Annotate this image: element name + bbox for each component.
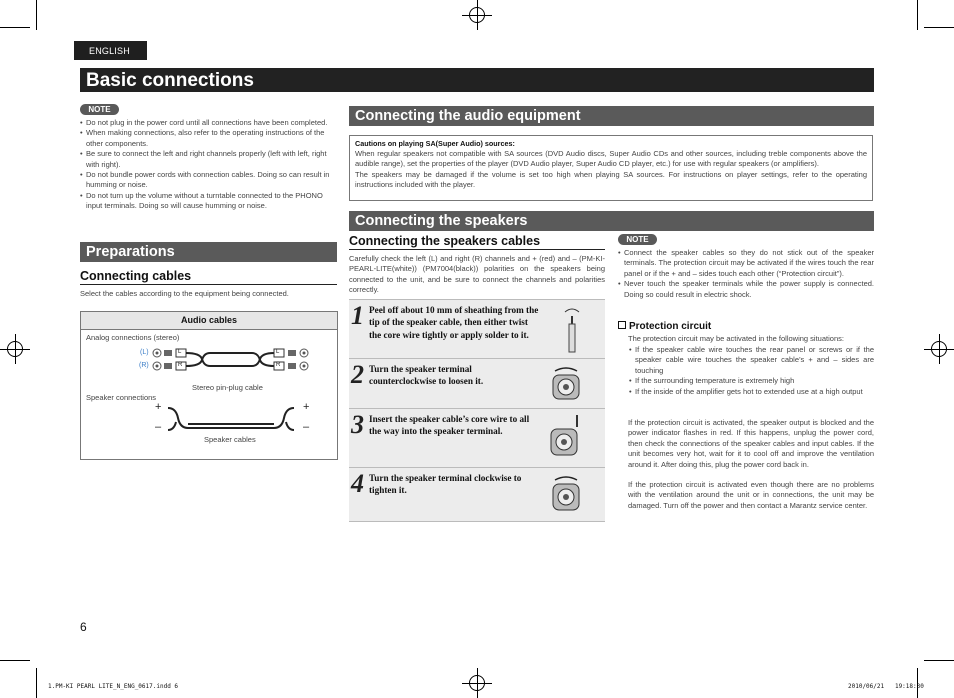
crop-mark bbox=[0, 660, 30, 661]
pinplug-label: Stereo pin-plug cable bbox=[192, 383, 263, 392]
step-text: Turn the speaker terminal counterclockwise to loosen it. bbox=[369, 364, 484, 387]
speaker-cables-heading: Connecting the speakers cables bbox=[349, 234, 605, 250]
caution-paragraph: The speakers may be damaged if the volume is set too high when playing SA sources. For instructions on player settings, refer to the operating instructions included with the player. bbox=[355, 169, 867, 190]
right-notes-list bbox=[618, 248, 874, 300]
plug-marker-left: L bbox=[276, 349, 280, 355]
protection-list bbox=[629, 345, 874, 397]
registration-mark bbox=[462, 0, 492, 30]
step-row bbox=[349, 467, 605, 522]
crop-mark bbox=[924, 27, 954, 28]
note-item: • Do not bundle power cords with connection cables. Doing so can result in humming or noise. bbox=[80, 170, 332, 191]
speaker-connections-label: Speaker connections bbox=[86, 393, 157, 402]
registration-mark bbox=[924, 334, 954, 364]
registration-mark bbox=[0, 334, 30, 364]
minus-sign: – bbox=[303, 421, 310, 433]
step-text: Peel off about 10 mm of sheathing from the tip of the speaker cable, then either twist the core wire tightly or apply solder to it. bbox=[369, 305, 539, 340]
step-number: 3 bbox=[351, 410, 364, 439]
cables-intro: Select the cables according to the equipment being connected. bbox=[80, 289, 289, 298]
channel-right-label: (R) bbox=[139, 362, 149, 369]
caution-title: Cautions on playing SA(Super Audio) sources: bbox=[355, 139, 515, 148]
protection-paragraph: If the protection circuit is activated, the speaker output is blocked and the power indicator flashes in red. If this happens, unplug the power cord, then check the connections of the speaker cables and input cables. If the unit becomes very hot, wait for it to cool off and improve the ventilation around it. After doing this, plug the power cord back in. bbox=[628, 418, 874, 469]
audio-cables-title: Audio cables bbox=[81, 312, 337, 330]
plus-sign: + bbox=[155, 401, 162, 413]
speaker-cable-illustration bbox=[166, 404, 296, 434]
step-number: 2 bbox=[351, 360, 364, 389]
note-item: • Connect the speaker cables so they do not stick out of the speaker terminals. The protection circuit may be activated if the wires touch the rear panel or if the + and – sides touch each other (“Protection circuit”). bbox=[618, 248, 874, 279]
checkbox-icon bbox=[618, 321, 626, 329]
protection-item: • If the surrounding temperature is extremely high bbox=[629, 376, 874, 386]
speaker-cables-intro: Carefully check the left (L) and right (R) channels and + (red) and – (PM-KI-PEARL-LITE(white)) (PM7004(black)) polarities on the speakers being connected to the unit, and be sure to connect the channels and polarities correctly. bbox=[349, 254, 605, 295]
speaker-terminal-tighten-icon bbox=[549, 474, 585, 516]
plug-marker-left: L bbox=[178, 349, 182, 355]
registration-mark bbox=[462, 668, 492, 698]
language-tab[interactable]: ENGLISH bbox=[74, 41, 147, 60]
speaker-cables-label: Speaker cables bbox=[204, 435, 256, 444]
protection-title: Protection circuit bbox=[629, 321, 712, 332]
crop-mark bbox=[924, 660, 954, 661]
plus-sign: + bbox=[303, 401, 310, 413]
footer-timestamp: 2010/06/21 19:18:30 bbox=[848, 683, 924, 690]
step-text: Turn the speaker terminal clockwise to tighten it. bbox=[369, 473, 522, 496]
protection-item: • If the speaker cable wire touches the rear panel or screws or if the speaker cable wire touches the speaker cable’s + and – sides are touching bbox=[629, 345, 874, 376]
analog-label: Analog connections (stereo) bbox=[86, 333, 180, 342]
note-item: • Be sure to connect the left and right channels properly (left with left, right with right). bbox=[80, 149, 332, 170]
step-row bbox=[349, 408, 605, 468]
note-item: • When making connections, also refer to the operating instructions of the other components. bbox=[80, 128, 332, 149]
plug-marker-right: R bbox=[276, 362, 281, 368]
preparations-header: Preparations bbox=[80, 242, 337, 262]
note-item: • Do not plug in the power cord until all connections have been completed. bbox=[80, 118, 332, 128]
step-row bbox=[349, 299, 605, 359]
audio-equipment-header: Connecting the audio equipment bbox=[349, 106, 874, 126]
page-number: 6 bbox=[80, 620, 87, 634]
protection-heading bbox=[618, 321, 711, 332]
page-title: Basic connections bbox=[80, 68, 874, 92]
step-row bbox=[349, 358, 605, 409]
crop-mark bbox=[917, 0, 918, 30]
note-badge: NOTE bbox=[618, 234, 657, 245]
connecting-cables-heading: Connecting cables bbox=[80, 269, 337, 285]
channel-left-label: (L) bbox=[140, 349, 149, 356]
crop-mark bbox=[36, 668, 37, 698]
crop-mark bbox=[36, 0, 37, 30]
pin-plug-cable-illustration bbox=[150, 346, 312, 374]
caution-box bbox=[349, 135, 873, 201]
caution-paragraph: When regular speakers not compatible with SA sources (DVD Audio discs, Super Audio CDs and other sources, including treble components above the audible range), set the properties of the player (DVD Audio player, Super Audio CD player, etc.) for use with regular speakers (or amplifiers). bbox=[355, 149, 867, 169]
speaker-terminal-loosen-icon bbox=[549, 365, 585, 405]
protection-item: • If the inside of the amplifier gets hot to extended use at a high output bbox=[629, 387, 874, 397]
note-item: • Do not turn up the volume without a turntable connected to the PHONO input terminals. Doing so will cause humming or noise. bbox=[80, 191, 332, 212]
note-item: • Never touch the speaker terminals while the power supply is connected. Doing so could result in electric shock. bbox=[618, 279, 874, 300]
footer-filename: 1.PM-KI PEARL LITE_N_ENG_0617.indd 6 bbox=[48, 683, 179, 690]
cable-strip-icon bbox=[561, 306, 583, 354]
speaker-terminal-insert-icon bbox=[547, 413, 585, 463]
step-text: Insert the speaker cable’s core wire to all the way into the speaker terminal. bbox=[369, 414, 530, 437]
plug-marker-right: R bbox=[178, 362, 183, 368]
crop-mark bbox=[0, 27, 30, 28]
note-badge: NOTE bbox=[80, 104, 119, 115]
speakers-header: Connecting the speakers bbox=[349, 211, 874, 231]
step-number: 4 bbox=[351, 469, 364, 498]
minus-sign: – bbox=[155, 421, 162, 433]
protection-intro: The protection circuit may be activated in the following situations: bbox=[628, 334, 844, 343]
left-notes-list bbox=[80, 118, 332, 212]
protection-paragraph: If the protection circuit is activated even though there are no problems with the ventilation around the unit or in connections, the unit may be damaged. Turn off the power and then contact a Marantz service center. bbox=[628, 480, 874, 510]
step-number: 1 bbox=[351, 301, 364, 330]
